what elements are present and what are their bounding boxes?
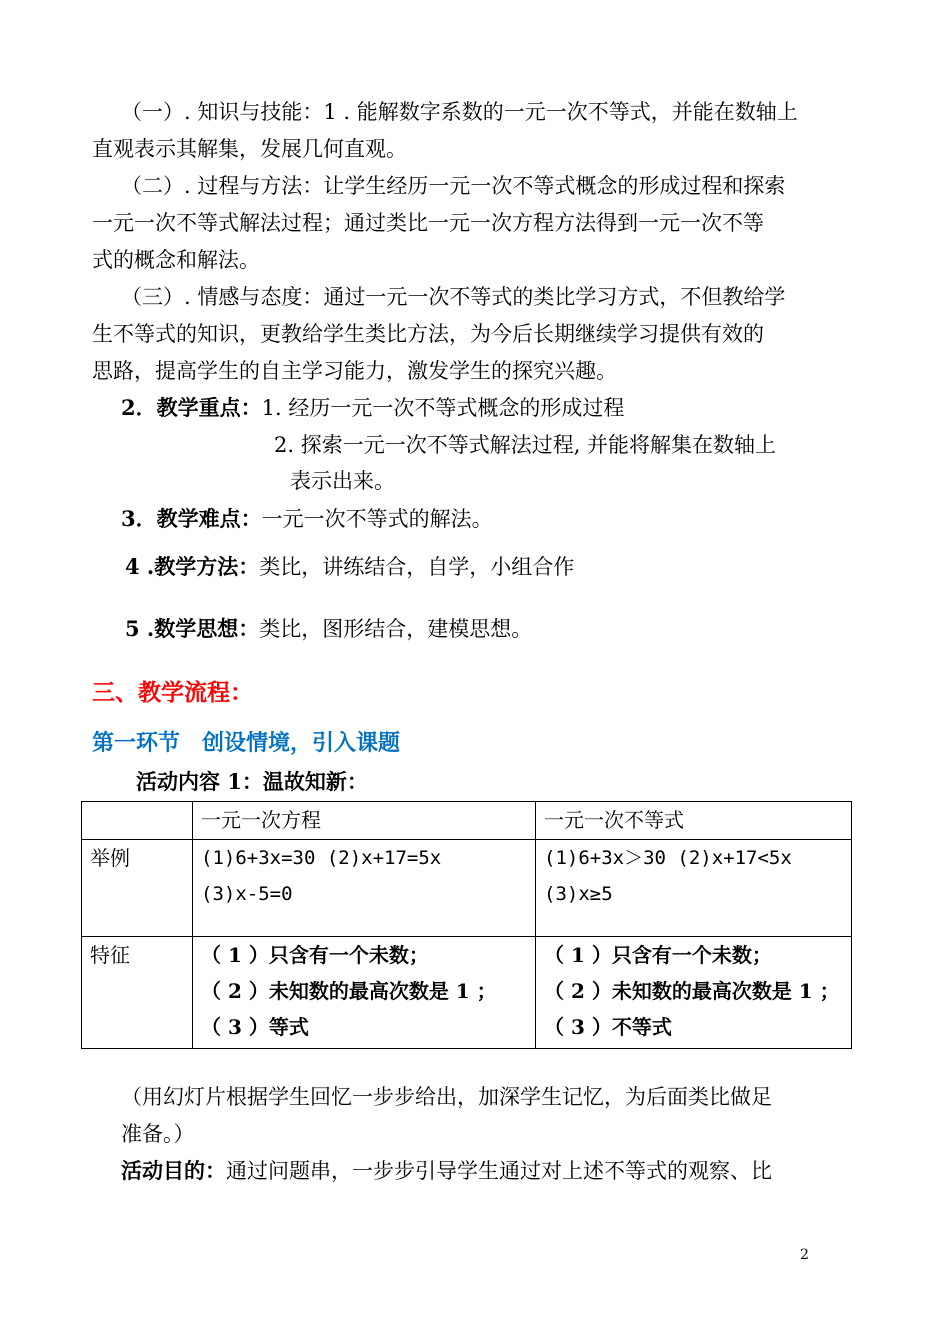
thinking-line — [125, 611, 532, 647]
difficulty-text: 一元一次不等式的解法。 — [261, 507, 493, 531]
note-line-2: 准备。） — [121, 1122, 195, 1146]
method-text: 类比，讲练结合，自学，小组合作 — [259, 555, 575, 579]
page-number: 2 — [800, 1247, 809, 1263]
table-row-label-examples: 举例 — [82, 840, 193, 937]
objective-line-6: （三）. 情感与态度：通过一元一次不等式的类比学习方式，不但教给学 — [121, 285, 786, 309]
inequality-feature-1: （ 1 ）只含有一个未数； — [544, 943, 772, 967]
objective-line-8: 思路，提高学生的自主学习能力，激发学生的探究兴趣。 — [92, 359, 617, 383]
table-row-features — [82, 937, 852, 1049]
inequality-examples-line-1: (1)6+3x＞30 (2)x+17<5x — [544, 847, 792, 869]
key-point-2: 2. 探索一元一次不等式解法过程, 并能将解集在数轴上 — [274, 433, 777, 457]
objective-line-7: 生不等式的知识，更教给学生类比方法，为今后长期继续学习提供有效的 — [92, 322, 764, 346]
purpose-text: 通过问题串，一步步引导学生通过对上述不等式的观察、比 — [226, 1159, 772, 1183]
difficulty-label: 3．教学难点： — [121, 506, 262, 531]
objective-line-3: （二）. 过程与方法：让学生经历一元一次不等式概念的形成过程和探索 — [121, 174, 786, 198]
table-header-equation: 一元一次方程 — [193, 802, 536, 840]
inequality-feature-2: （ 2 ）未知数的最高次数是 1 ； — [544, 979, 840, 1003]
table-header-inequality: 一元一次不等式 — [536, 802, 852, 840]
objective-line-5: 式的概念和解法。 — [92, 248, 260, 272]
activity-title: 活动内容 1：温故知新： — [136, 769, 368, 794]
equation-examples-cell — [193, 840, 536, 937]
method-line — [125, 549, 574, 585]
objective-line-4: 一元一次不等式解法过程；通过类比一元一次方程方法得到一元一次不等 — [92, 211, 764, 235]
table-header-row — [82, 802, 852, 840]
thinking-text: 类比，图形结合，建模思想。 — [259, 617, 533, 641]
equation-features-cell — [193, 937, 536, 1049]
note-line-1: （用幻灯片根据学生回忆一步步给出，加深学生记忆，为后面类比做足 — [121, 1085, 772, 1109]
equation-examples-line-2: (3)x-5=0 — [201, 883, 293, 905]
difficulty-line — [121, 501, 493, 537]
table-row-examples — [82, 840, 852, 937]
purpose-label: 活动目的： — [121, 1158, 226, 1183]
section-title: 三、教学流程： — [92, 679, 253, 706]
stage-title: 第一环节 创设情境，引入课题 — [92, 730, 401, 756]
table-row-label-features: 特征 — [82, 937, 193, 1049]
comparison-table — [81, 801, 852, 1049]
objective-line-1: （一）. 知识与技能：1 . 能解数字系数的一元一次不等式，并能在数轴上 — [121, 100, 798, 124]
key-point-2-continued: 表示出来。 — [290, 469, 395, 493]
thinking-label: 5 .数学思想： — [125, 616, 260, 641]
equation-feature-1: （ 1 ）只含有一个未数； — [201, 943, 429, 967]
equation-feature-3: （ 3 ）等式 — [201, 1015, 309, 1039]
purpose-line — [121, 1153, 772, 1189]
inequality-features-cell — [536, 937, 852, 1049]
objective-line-2: 直观表示其解集，发展几何直观。 — [92, 137, 407, 161]
inequality-examples-line-2: (3)x≥5 — [544, 883, 613, 905]
inequality-examples-cell — [536, 840, 852, 937]
equation-feature-2: （ 2 ）未知数的最高次数是 1 ； — [201, 979, 497, 1003]
inequality-feature-3: （ 3 ）不等式 — [544, 1015, 672, 1039]
key-point-1: 1. 经历一元一次不等式概念的形成过程 — [261, 396, 625, 420]
method-label: 4 .教学方法： — [125, 554, 260, 579]
equation-examples-line-1: (1)6+3x=30 (2)x+17=5x — [201, 847, 442, 869]
key-points-label: 2．教学重点： — [121, 395, 262, 420]
table-corner-cell — [82, 802, 193, 840]
key-points-line — [121, 390, 624, 426]
